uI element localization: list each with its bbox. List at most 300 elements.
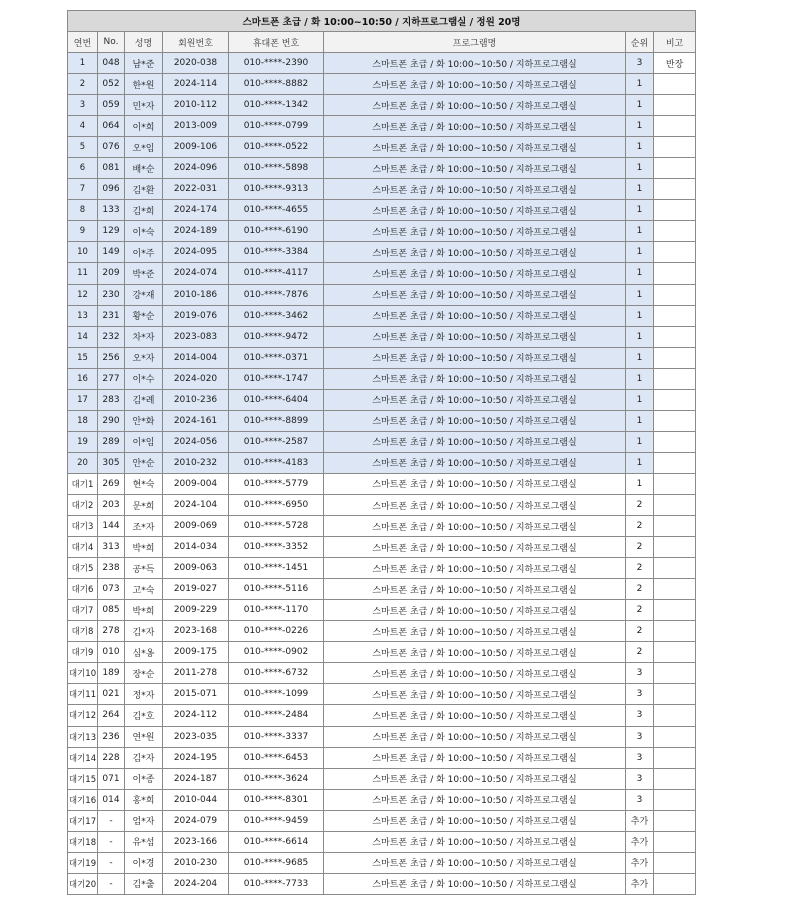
cell-no: 264 (98, 705, 125, 726)
cell-program: 스마트폰 초급 / 화 10:00~10:50 / 지하프로그램실 (324, 137, 626, 158)
cell-member-id: 2024-174 (163, 200, 229, 221)
cell-note (654, 452, 696, 473)
cell-program: 스마트폰 초급 / 화 10:00~10:50 / 지하프로그램실 (324, 747, 626, 768)
cell-rank: 2 (626, 558, 654, 579)
table-row-enrolled (68, 116, 696, 137)
cell-phone: 010-****-1747 (229, 368, 324, 389)
cell-name: 김*희 (125, 200, 163, 221)
cell-member-id: 2009-229 (163, 600, 229, 621)
cell-member-id: 2024-189 (163, 221, 229, 242)
cell-member-id: 2010-236 (163, 389, 229, 410)
cell-note (654, 726, 696, 747)
cell-seq: 대기8 (68, 621, 98, 642)
cell-no: 238 (98, 558, 125, 579)
cell-no: 144 (98, 516, 125, 537)
table-row-enrolled (68, 137, 696, 158)
cell-phone: 010-****-6190 (229, 221, 324, 242)
cell-seq: 20 (68, 452, 98, 473)
cell-member-id: 2014-004 (163, 347, 229, 368)
cell-no: 290 (98, 410, 125, 431)
table-row-enrolled (68, 389, 696, 410)
cell-member-id: 2009-175 (163, 642, 229, 663)
cell-no: 228 (98, 747, 125, 768)
cell-program: 스마트폰 초급 / 화 10:00~10:50 / 지하프로그램실 (324, 326, 626, 347)
cell-note (654, 431, 696, 452)
cell-name: 고*숙 (125, 579, 163, 600)
cell-phone: 010-****-5116 (229, 579, 324, 600)
cell-member-id: 2010-112 (163, 95, 229, 116)
cell-seq: 7 (68, 179, 98, 200)
cell-note (654, 368, 696, 389)
cell-seq: 3 (68, 95, 98, 116)
cell-seq: 4 (68, 116, 98, 137)
table-row-enrolled (68, 263, 696, 284)
table-row-waiting (68, 663, 696, 684)
cell-no: 014 (98, 789, 125, 810)
cell-member-id: 2009-106 (163, 137, 229, 158)
table-row-enrolled (68, 326, 696, 347)
cell-program: 스마트폰 초급 / 화 10:00~10:50 / 지하프로그램실 (324, 347, 626, 368)
cell-phone: 010-****-2587 (229, 431, 324, 452)
cell-name: 이*임 (125, 431, 163, 452)
cell-name: 안*화 (125, 410, 163, 431)
cell-phone: 010-****-1451 (229, 558, 324, 579)
cell-note (654, 326, 696, 347)
cell-phone: 010-****-1170 (229, 600, 324, 621)
cell-program: 스마트폰 초급 / 화 10:00~10:50 / 지하프로그램실 (324, 221, 626, 242)
cell-phone: 010-****-0226 (229, 621, 324, 642)
table-row-waiting (68, 684, 696, 705)
cell-rank: 3 (626, 726, 654, 747)
cell-seq: 1 (68, 53, 98, 74)
cell-no: 189 (98, 663, 125, 684)
cell-note (654, 789, 696, 810)
column-header-program: 프로그램명 (324, 32, 626, 53)
cell-program: 스마트폰 초급 / 화 10:00~10:50 / 지하프로그램실 (324, 200, 626, 221)
cell-no: 232 (98, 326, 125, 347)
cell-note (654, 179, 696, 200)
cell-phone: 010-****-6404 (229, 389, 324, 410)
cell-seq: 대기20 (68, 873, 98, 894)
table-row-enrolled (68, 452, 696, 473)
cell-seq: 대기12 (68, 705, 98, 726)
cell-member-id: 2024-195 (163, 747, 229, 768)
cell-phone: 010-****-3462 (229, 305, 324, 326)
cell-member-id: 2009-004 (163, 473, 229, 494)
cell-name: 장*순 (125, 663, 163, 684)
cell-member-id: 2015-071 (163, 684, 229, 705)
cell-phone: 010-****-0902 (229, 642, 324, 663)
cell-rank: 2 (626, 494, 654, 515)
cell-name: 연*원 (125, 726, 163, 747)
cell-no: 230 (98, 284, 125, 305)
cell-phone: 010-****-9472 (229, 326, 324, 347)
table-row-waiting (68, 579, 696, 600)
cell-no: 048 (98, 53, 125, 74)
table-row-enrolled (68, 158, 696, 179)
cell-seq: 대기16 (68, 789, 98, 810)
cell-name: 박*희 (125, 537, 163, 558)
cell-name: 남*준 (125, 53, 163, 74)
cell-member-id: 2020-038 (163, 53, 229, 74)
cell-no: 283 (98, 389, 125, 410)
cell-no: 129 (98, 221, 125, 242)
cell-rank: 1 (626, 305, 654, 326)
cell-program: 스마트폰 초급 / 화 10:00~10:50 / 지하프로그램실 (324, 263, 626, 284)
cell-note (654, 768, 696, 789)
cell-rank: 1 (626, 158, 654, 179)
cell-phone: 010-****-4655 (229, 200, 324, 221)
cell-note (654, 410, 696, 431)
cell-member-id: 2023-035 (163, 726, 229, 747)
cell-program: 스마트폰 초급 / 화 10:00~10:50 / 지하프로그램실 (324, 305, 626, 326)
cell-member-id: 2023-168 (163, 621, 229, 642)
cell-no: 305 (98, 452, 125, 473)
column-header-phone: 휴대폰 번호 (229, 32, 324, 53)
cell-seq: 14 (68, 326, 98, 347)
table-row-enrolled (68, 368, 696, 389)
table-row-waiting (68, 873, 696, 894)
table-row-waiting (68, 600, 696, 621)
cell-note (654, 221, 696, 242)
cell-phone: 010-****-5728 (229, 516, 324, 537)
cell-program: 스마트폰 초급 / 화 10:00~10:50 / 지하프로그램실 (324, 768, 626, 789)
cell-name: 배*순 (125, 158, 163, 179)
cell-phone: 010-****-7876 (229, 284, 324, 305)
cell-seq: 12 (68, 284, 98, 305)
cell-no: - (98, 810, 125, 831)
cell-program: 스마트폰 초급 / 화 10:00~10:50 / 지하프로그램실 (324, 600, 626, 621)
cell-member-id: 2024-114 (163, 74, 229, 95)
cell-no: 236 (98, 726, 125, 747)
cell-seq: 10 (68, 242, 98, 263)
cell-note (654, 558, 696, 579)
cell-name: 정*자 (125, 684, 163, 705)
cell-seq: 대기1 (68, 473, 98, 494)
cell-rank: 1 (626, 74, 654, 95)
cell-program: 스마트폰 초급 / 화 10:00~10:50 / 지하프로그램실 (324, 705, 626, 726)
table-row-waiting (68, 789, 696, 810)
cell-note (654, 663, 696, 684)
cell-note (654, 684, 696, 705)
cell-member-id: 2019-027 (163, 579, 229, 600)
cell-seq: 15 (68, 347, 98, 368)
cell-name: 박*희 (125, 600, 163, 621)
cell-program: 스마트폰 초급 / 화 10:00~10:50 / 지하프로그램실 (324, 410, 626, 431)
cell-phone: 010-****-9685 (229, 852, 324, 873)
cell-member-id: 2023-166 (163, 831, 229, 852)
cell-rank: 2 (626, 642, 654, 663)
cell-rank: 1 (626, 473, 654, 494)
cell-no: 278 (98, 621, 125, 642)
table-row-waiting (68, 558, 696, 579)
cell-name: 황*순 (125, 305, 163, 326)
cell-name: 오*자 (125, 347, 163, 368)
cell-rank: 1 (626, 95, 654, 116)
cell-no: 231 (98, 305, 125, 326)
cell-rank: 추가 (626, 831, 654, 852)
table-row-enrolled (68, 95, 696, 116)
cell-note (654, 600, 696, 621)
cell-seq: 대기5 (68, 558, 98, 579)
cell-no: 081 (98, 158, 125, 179)
cell-program: 스마트폰 초급 / 화 10:00~10:50 / 지하프로그램실 (324, 579, 626, 600)
cell-seq: 9 (68, 221, 98, 242)
cell-note (654, 810, 696, 831)
cell-seq: 대기15 (68, 768, 98, 789)
cell-program: 스마트폰 초급 / 화 10:00~10:50 / 지하프로그램실 (324, 74, 626, 95)
cell-rank: 3 (626, 705, 654, 726)
cell-name: 이*종 (125, 768, 163, 789)
cell-program: 스마트폰 초급 / 화 10:00~10:50 / 지하프로그램실 (324, 516, 626, 537)
cell-program: 스마트폰 초급 / 화 10:00~10:50 / 지하프로그램실 (324, 789, 626, 810)
cell-phone: 010-****-2484 (229, 705, 324, 726)
cell-seq: 대기14 (68, 747, 98, 768)
cell-note (654, 537, 696, 558)
table-row-enrolled (68, 179, 696, 200)
cell-phone: 010-****-6950 (229, 494, 324, 515)
table-row-waiting (68, 473, 696, 494)
cell-program: 스마트폰 초급 / 화 10:00~10:50 / 지하프로그램실 (324, 158, 626, 179)
cell-seq: 8 (68, 200, 98, 221)
cell-member-id: 2023-083 (163, 326, 229, 347)
column-header-seq: 연번 (68, 32, 98, 53)
cell-name: 심*옹 (125, 642, 163, 663)
cell-note (654, 642, 696, 663)
cell-seq: 16 (68, 368, 98, 389)
table-row-enrolled (68, 431, 696, 452)
column-header-name: 성명 (125, 32, 163, 53)
cell-member-id: 2010-186 (163, 284, 229, 305)
cell-member-id: 2024-161 (163, 410, 229, 431)
cell-seq: 5 (68, 137, 98, 158)
table-row-enrolled (68, 221, 696, 242)
cell-no: 085 (98, 600, 125, 621)
cell-rank: 1 (626, 137, 654, 158)
cell-no: 149 (98, 242, 125, 263)
cell-seq: 18 (68, 410, 98, 431)
cell-program: 스마트폰 초급 / 화 10:00~10:50 / 지하프로그램실 (324, 389, 626, 410)
cell-seq: 6 (68, 158, 98, 179)
cell-phone: 010-****-1342 (229, 95, 324, 116)
cell-rank: 1 (626, 242, 654, 263)
cell-seq: 대기10 (68, 663, 98, 684)
cell-rank: 추가 (626, 810, 654, 831)
table-row-enrolled (68, 200, 696, 221)
cell-no: 071 (98, 768, 125, 789)
cell-rank: 2 (626, 516, 654, 537)
cell-note (654, 158, 696, 179)
column-header-no: No. (98, 32, 125, 53)
cell-program: 스마트폰 초급 / 화 10:00~10:50 / 지하프로그램실 (324, 621, 626, 642)
cell-seq: 대기11 (68, 684, 98, 705)
cell-no: 096 (98, 179, 125, 200)
cell-rank: 3 (626, 768, 654, 789)
cell-no: - (98, 852, 125, 873)
cell-name: 문*희 (125, 494, 163, 515)
cell-program: 스마트폰 초급 / 화 10:00~10:50 / 지하프로그램실 (324, 642, 626, 663)
header-row (68, 32, 696, 53)
cell-name: 민*자 (125, 95, 163, 116)
cell-phone: 010-****-5898 (229, 158, 324, 179)
table-row-enrolled (68, 284, 696, 305)
cell-rank: 2 (626, 600, 654, 621)
cell-program: 스마트폰 초급 / 화 10:00~10:50 / 지하프로그램실 (324, 558, 626, 579)
table-row-waiting (68, 831, 696, 852)
table-row-enrolled (68, 305, 696, 326)
cell-phone: 010-****-8882 (229, 74, 324, 95)
column-header-rank: 순위 (626, 32, 654, 53)
cell-seq: 대기7 (68, 600, 98, 621)
cell-program: 스마트폰 초급 / 화 10:00~10:50 / 지하프로그램실 (324, 53, 626, 74)
cell-seq: 11 (68, 263, 98, 284)
table-row-waiting (68, 621, 696, 642)
cell-rank: 1 (626, 221, 654, 242)
cell-name: 김*례 (125, 389, 163, 410)
cell-seq: 대기2 (68, 494, 98, 515)
cell-note (654, 747, 696, 768)
cell-member-id: 2009-063 (163, 558, 229, 579)
cell-member-id: 2014-034 (163, 537, 229, 558)
table-row-enrolled (68, 242, 696, 263)
cell-rank: 1 (626, 200, 654, 221)
cell-name: 안*순 (125, 452, 163, 473)
cell-rank: 1 (626, 179, 654, 200)
cell-phone: 010-****-2390 (229, 53, 324, 74)
table-row-enrolled (68, 347, 696, 368)
cell-note (654, 347, 696, 368)
cell-seq: 대기13 (68, 726, 98, 747)
table-row-waiting (68, 516, 696, 537)
cell-member-id: 2011-278 (163, 663, 229, 684)
table-row-waiting (68, 537, 696, 558)
cell-no: 133 (98, 200, 125, 221)
cell-program: 스마트폰 초급 / 화 10:00~10:50 / 지하프로그램실 (324, 810, 626, 831)
cell-rank: 추가 (626, 873, 654, 894)
cell-rank: 1 (626, 347, 654, 368)
cell-program: 스마트폰 초급 / 화 10:00~10:50 / 지하프로그램실 (324, 494, 626, 515)
cell-no: 277 (98, 368, 125, 389)
cell-member-id: 2024-074 (163, 263, 229, 284)
cell-member-id: 2013-009 (163, 116, 229, 137)
cell-member-id: 2009-069 (163, 516, 229, 537)
cell-name: 공*득 (125, 558, 163, 579)
table-row-waiting (68, 642, 696, 663)
cell-rank: 1 (626, 452, 654, 473)
cell-member-id: 2019-076 (163, 305, 229, 326)
table-row-enrolled (68, 410, 696, 431)
cell-program: 스마트폰 초급 / 화 10:00~10:50 / 지하프로그램실 (324, 116, 626, 137)
cell-name: 유*섬 (125, 831, 163, 852)
cell-rank: 1 (626, 410, 654, 431)
cell-note (654, 137, 696, 158)
cell-member-id: 2024-096 (163, 158, 229, 179)
cell-member-id: 2022-031 (163, 179, 229, 200)
cell-name: 김*자 (125, 747, 163, 768)
cell-note (654, 200, 696, 221)
column-header-note: 비고 (654, 32, 696, 53)
cell-no: 256 (98, 347, 125, 368)
cell-phone: 010-****-1099 (229, 684, 324, 705)
cell-note (654, 831, 696, 852)
cell-name: 이*수 (125, 368, 163, 389)
cell-note (654, 473, 696, 494)
cell-phone: 010-****-4117 (229, 263, 324, 284)
cell-rank: 1 (626, 116, 654, 137)
cell-seq: 19 (68, 431, 98, 452)
cell-no: - (98, 873, 125, 894)
column-header-member-id: 회원번호 (163, 32, 229, 53)
cell-member-id: 2024-187 (163, 768, 229, 789)
cell-rank: 1 (626, 431, 654, 452)
table-row-waiting (68, 852, 696, 873)
cell-seq: 2 (68, 74, 98, 95)
cell-member-id: 2010-044 (163, 789, 229, 810)
cell-program: 스마트폰 초급 / 화 10:00~10:50 / 지하프로그램실 (324, 452, 626, 473)
cell-rank: 2 (626, 579, 654, 600)
cell-member-id: 2010-232 (163, 452, 229, 473)
cell-program: 스마트폰 초급 / 화 10:00~10:50 / 지하프로그램실 (324, 284, 626, 305)
cell-note (654, 284, 696, 305)
cell-name: 이*희 (125, 116, 163, 137)
cell-phone: 010-****-3337 (229, 726, 324, 747)
cell-rank: 1 (626, 284, 654, 305)
cell-program: 스마트폰 초급 / 화 10:00~10:50 / 지하프로그램실 (324, 537, 626, 558)
table-row-waiting (68, 705, 696, 726)
cell-program: 스마트폰 초급 / 화 10:00~10:50 / 지하프로그램실 (324, 368, 626, 389)
cell-phone: 010-****-0522 (229, 137, 324, 158)
cell-program: 스마트폰 초급 / 화 10:00~10:50 / 지하프로그램실 (324, 852, 626, 873)
cell-note (654, 242, 696, 263)
cell-phone: 010-****-6732 (229, 663, 324, 684)
cell-rank: 추가 (626, 852, 654, 873)
cell-name: 이*경 (125, 852, 163, 873)
cell-note (654, 873, 696, 894)
cell-rank: 3 (626, 663, 654, 684)
cell-seq: 대기17 (68, 810, 98, 831)
cell-name: 이*주 (125, 242, 163, 263)
sheet-title: 스마트폰 초급 / 화 10:00~10:50 / 지하프로그램실 / 정원 20명 (68, 11, 696, 32)
table-row-waiting (68, 726, 696, 747)
cell-no: 021 (98, 684, 125, 705)
cell-program: 스마트폰 초급 / 화 10:00~10:50 / 지하프로그램실 (324, 431, 626, 452)
cell-phone: 010-****-9313 (229, 179, 324, 200)
cell-note (654, 494, 696, 515)
cell-rank: 1 (626, 389, 654, 410)
cell-seq: 대기4 (68, 537, 98, 558)
cell-phone: 010-****-0371 (229, 347, 324, 368)
cell-phone: 010-****-8899 (229, 410, 324, 431)
cell-member-id: 2024-079 (163, 810, 229, 831)
cell-note (654, 305, 696, 326)
cell-rank: 1 (626, 326, 654, 347)
cell-name: 오*임 (125, 137, 163, 158)
cell-phone: 010-****-3384 (229, 242, 324, 263)
cell-phone: 010-****-5779 (229, 473, 324, 494)
table-row-enrolled (68, 53, 696, 74)
cell-phone: 010-****-6614 (229, 831, 324, 852)
cell-no: 209 (98, 263, 125, 284)
cell-member-id: 2024-104 (163, 494, 229, 515)
cell-seq: 대기6 (68, 579, 98, 600)
cell-no: 269 (98, 473, 125, 494)
cell-member-id: 2024-056 (163, 431, 229, 452)
cell-name: 조*자 (125, 516, 163, 537)
cell-note (654, 95, 696, 116)
cell-name: 김*출 (125, 873, 163, 894)
cell-name: 김*호 (125, 705, 163, 726)
cell-note: 반장 (654, 53, 696, 74)
